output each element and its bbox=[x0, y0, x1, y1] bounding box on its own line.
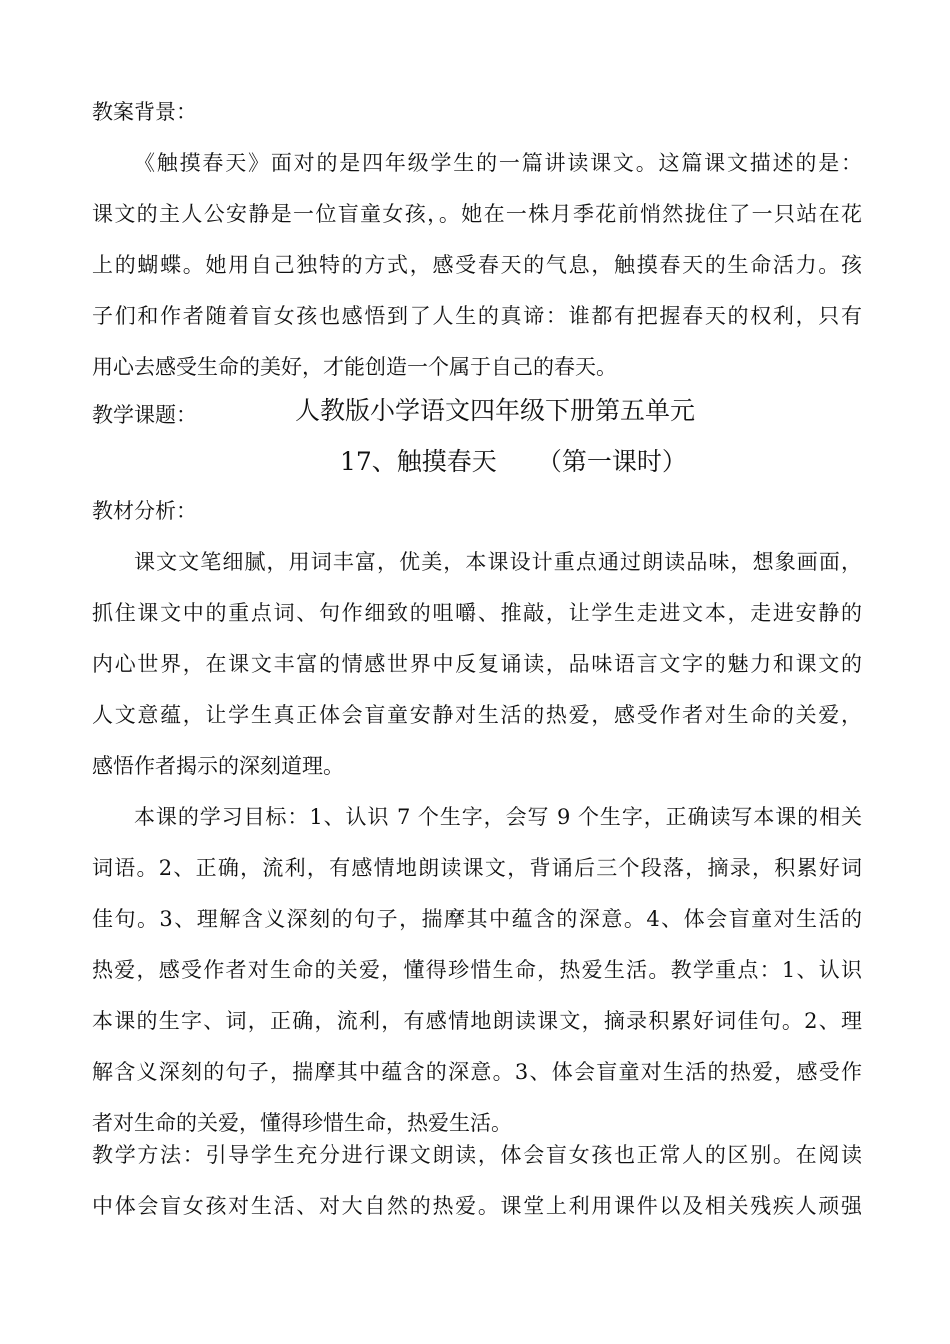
goals-line: 热爱，感受作者对生命的关爱，懂得珍惜生命，热爱生活。教学重点：1、认识 bbox=[92, 958, 862, 982]
background-line: 用心去感受生命的美好，才能创造一个属于自己的春天。 bbox=[92, 355, 617, 379]
analysis-line: 内心世界，在课文丰富的情感世界中反复诵读，品味语言文字的魅力和课文的 bbox=[92, 652, 862, 676]
method-line: 教学方法：引导学生充分进行课文朗读，体会盲女孩也正常人的区别。在阅读 bbox=[92, 1143, 862, 1167]
background-label: 教案背景： bbox=[92, 100, 197, 124]
analysis-label: 教材分析： bbox=[92, 499, 197, 523]
background-line: 课文的主人公安静是一位盲童女孩，。她在一株月季花前悄然拢住了一只站在花 bbox=[92, 202, 862, 226]
goals-line: 者对生命的关爱，懂得珍惜生命，热爱生活。 bbox=[92, 1111, 512, 1135]
analysis-line: 人文意蕴，让学生真正体会盲童安静对生活的热爱，感受作者对生命的关爱， bbox=[92, 703, 862, 727]
goals-line: 解含义深刻的句子，揣摩其中蕴含的深意。3、体会盲童对生活的热爱，感受作 bbox=[92, 1060, 862, 1084]
topic-label: 教学课题： bbox=[92, 403, 197, 427]
background-line: 《触摸春天》面对的是四年级学生的一篇讲读课文。这篇课文描述的是： bbox=[134, 151, 862, 175]
background-line: 子们和作者随着盲女孩也感悟到了人生的真谛：谁都有把握春天的权利，只有 bbox=[92, 304, 862, 328]
lesson-name: 17、触摸春天 bbox=[340, 447, 497, 476]
analysis-line: 课文文笔细腻，用词丰富，优美，本课设计重点通过朗读品味，想象画面， bbox=[134, 550, 862, 574]
background-line: 上的蝴蝶。她用自己独特的方式，感受春天的气息，触摸春天的生命活力。孩 bbox=[92, 253, 862, 277]
analysis-line: 抓住课文中的重点词、句作细致的咀嚼、推敲，让学生走进文本，走进安静的 bbox=[92, 601, 862, 625]
topic-subtitle bbox=[340, 436, 687, 487]
goals-line: 本课的学习目标：1、认识 7 个生字，会写 9 个生字，正确读写本课的相关 bbox=[134, 805, 862, 829]
method-section bbox=[92, 1130, 862, 1232]
goals-line: 佳句。3、理解含义深刻的句子，揣摩其中蕴含的深意。4、体会盲童对生活的 bbox=[92, 907, 862, 931]
analysis-section bbox=[92, 486, 862, 1149]
background-section bbox=[92, 87, 862, 393]
method-line: 中体会盲女孩对生活、对大自然的热爱。课堂上利用课件以及相关残疾人顽强 bbox=[92, 1194, 862, 1218]
goals-line: 本课的生字、词，正确，流利，有感情地朗读课文，摘录积累好词佳句。2、理 bbox=[92, 1009, 862, 1033]
lesson-period: （第一课时） bbox=[536, 447, 687, 476]
topic-title: 人教版小学语文四年级下册第五单元 bbox=[295, 396, 696, 425]
analysis-line: 感悟作者揭示的深刻道理。 bbox=[92, 754, 344, 778]
goals-line: 词语。2、正确，流利，有感情地朗读课文，背诵后三个段落，摘录，积累好词 bbox=[92, 856, 862, 880]
